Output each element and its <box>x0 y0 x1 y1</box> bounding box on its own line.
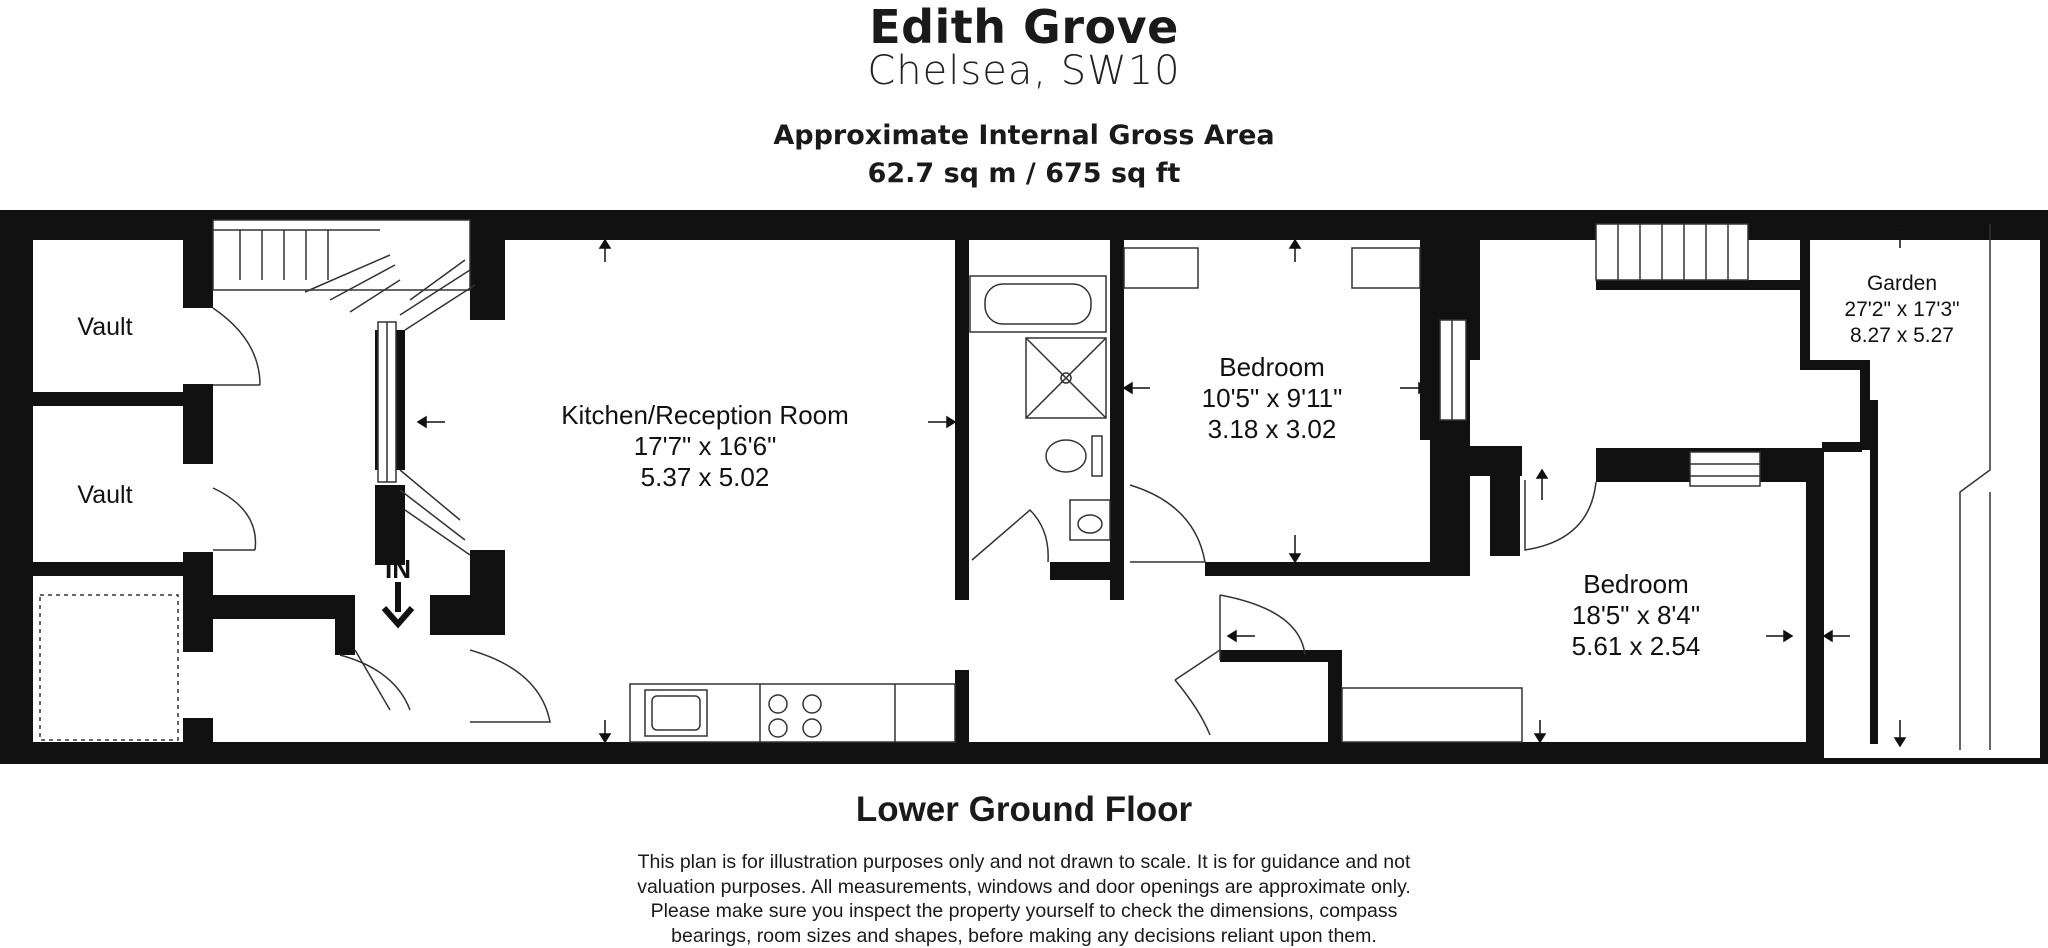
entrance-label: IN <box>385 554 411 584</box>
vault-2-label: Vault <box>77 481 132 509</box>
fixtures <box>40 220 1990 750</box>
bedroom-2-metric: 5.61 x 2.54 <box>1572 631 1701 661</box>
kitchen-imperial: 17'7" x 16'6" <box>634 431 777 461</box>
disclaimer-line: valuation purposes. All measurements, windows and door openings are approximate only. <box>574 875 1474 900</box>
entrance-arrow <box>384 582 412 624</box>
garden-name: Garden <box>1867 272 1937 295</box>
garden-metric: 8.27 x 5.27 <box>1850 324 1954 347</box>
floor-plan <box>0 210 2048 780</box>
bedroom-1-metric: 3.18 x 3.02 <box>1208 414 1337 444</box>
property-title: Edith Grove <box>0 0 2048 54</box>
bedroom-2-imperial: 18'5" x 8'4" <box>1572 600 1700 630</box>
bedroom-1-name: Bedroom <box>1219 352 1325 382</box>
bedroom-2-name: Bedroom <box>1583 569 1689 599</box>
vault-1-label: Vault <box>77 313 132 341</box>
garden-imperial: 27'2" x 17'3" <box>1844 298 1959 321</box>
disclaimer-line: This plan is for illustration purposes only and not drawn to scale. It is for guidance and not <box>574 850 1474 875</box>
disclaimer-line: Please make sure you inspect the property yourself to check the dimensions, compass <box>574 899 1474 924</box>
area-value: 62.7 sq m / 675 sq ft <box>0 158 2048 189</box>
floor-label: Lower Ground Floor <box>0 790 2048 830</box>
property-location: Chelsea, SW10 <box>0 48 2048 94</box>
disclaimer <box>574 850 1474 948</box>
kitchen-metric: 5.37 x 5.02 <box>641 462 770 492</box>
area-label: Approximate Internal Gross Area <box>0 120 2048 151</box>
kitchen-name: Kitchen/Reception Room <box>561 400 849 430</box>
disclaimer-line: bearings, room sizes and shapes, before making any decisions reliant upon them. <box>574 924 1474 948</box>
bedroom-1-imperial: 10'5" x 9'11" <box>1202 383 1343 413</box>
